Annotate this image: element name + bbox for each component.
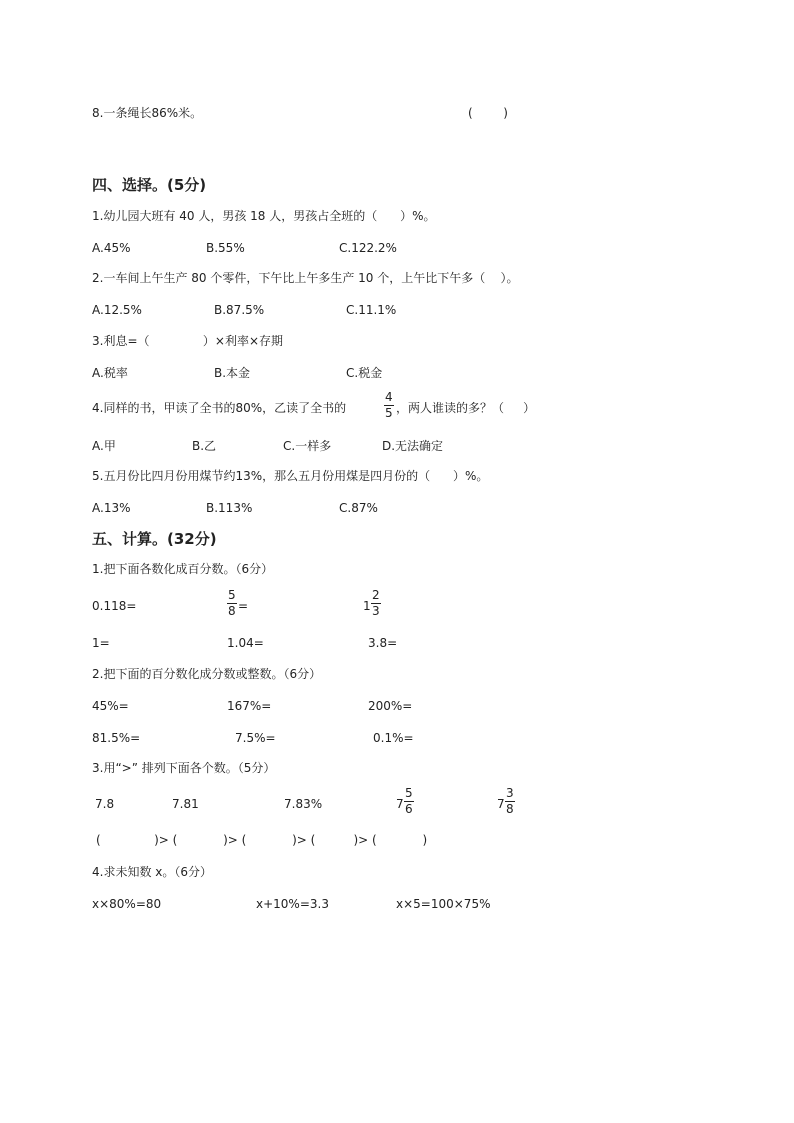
choice-q3-stem: 3.利息=（ ）×利率×存期 — [92, 334, 284, 348]
section-5-title: 五、计算。(32分) — [92, 530, 217, 548]
section-4-title: 四、选择。(5分) — [92, 176, 207, 194]
calc-part3-number-4-fraction — [404, 787, 414, 816]
calc-part1-item-1[interactable]: 0.118= — [92, 599, 137, 613]
calc-part3-number-5-fraction — [505, 787, 515, 816]
fraction-numerator: 5 — [405, 786, 413, 800]
calc-part1-item-3-fraction[interactable] — [371, 589, 381, 618]
fraction-denominator: 3 — [372, 604, 380, 618]
fraction-numerator: 4 — [385, 390, 393, 404]
calc-part1-stem: 1.把下面各数化成百分数。（6分） — [92, 562, 274, 576]
calc-part1-item-3-whole: 1 — [363, 599, 371, 613]
choice-q2-option-a[interactable]: A.12.5% — [92, 303, 142, 317]
choice-q4-stem-start: 4.同样的书，甲读了全书的80%，乙读了全书的 — [92, 401, 347, 415]
calc-part1-item-6[interactable]: 3.8= — [368, 636, 398, 650]
choice-q1-option-a[interactable]: A.45% — [92, 241, 131, 255]
calc-part1-item-5[interactable]: 1.04= — [227, 636, 264, 650]
choice-q5-option-c[interactable]: C.87% — [339, 501, 378, 515]
choice-q5-option-a[interactable]: A.13% — [92, 501, 131, 515]
calc-part3-stem: 3.用“>” 排列下面各个数。（5分） — [92, 761, 276, 775]
choice-q1-stem: 1.幼儿园大班有 40 人，男孩 18 人，男孩占全班的（ ）%。 — [92, 209, 436, 223]
calc-part3-number-2: 7.81 — [172, 797, 199, 811]
calc-part4-equation-1[interactable]: x×80%=80 — [92, 897, 162, 911]
choice-q1-option-c[interactable]: C.122.2% — [339, 241, 397, 255]
calc-part2-item-1[interactable]: 45%= — [92, 699, 129, 713]
calc-part2-item-5[interactable]: 7.5%= — [235, 731, 276, 745]
calc-part1-item-2-fraction[interactable] — [227, 589, 237, 618]
choice-q3-option-b[interactable]: B.本金 — [214, 366, 251, 380]
calc-part1-item-2-equals: = — [238, 599, 249, 613]
calc-part2-item-4[interactable]: 81.5%= — [92, 731, 141, 745]
fraction-numerator: 5 — [228, 588, 236, 602]
choice-q4-fraction — [384, 391, 394, 420]
calc-part2-item-2[interactable]: 167%= — [227, 699, 272, 713]
fraction-denominator: 8 — [506, 802, 514, 816]
question-8-text: 8.一条绳长86%米。 — [92, 106, 203, 120]
calc-part3-number-3: 7.83% — [284, 797, 323, 811]
calc-part1-item-4[interactable]: 1= — [92, 636, 110, 650]
choice-q2-option-b[interactable]: B.87.5% — [214, 303, 265, 317]
calc-part4-equation-2[interactable]: x+10%=3.3 — [256, 897, 329, 911]
choice-q5-option-b[interactable]: B.113% — [206, 501, 253, 515]
choice-q4-option-d[interactable]: D.无法确定 — [382, 439, 444, 453]
fraction-denominator: 5 — [385, 406, 393, 420]
choice-q4-option-a[interactable]: A.甲 — [92, 439, 116, 453]
fraction-numerator: 3 — [506, 786, 514, 800]
question-8-answer-blank[interactable]: ( ) — [468, 106, 508, 120]
choice-q4-stem-end: ，两人谁读的多？（ ） — [396, 401, 536, 415]
calc-part3-number-1: 7.8 — [95, 797, 115, 811]
choice-q3-option-a[interactable]: A.税率 — [92, 366, 128, 380]
choice-q4-option-b[interactable]: B.乙 — [192, 439, 217, 453]
choice-q4-option-c[interactable]: C.一样多 — [283, 439, 332, 453]
choice-q2-stem: 2.一车间上午生产 80 个零件，下午比上午多生产 10 个，上午比下午多（ ）。 — [92, 271, 519, 285]
choice-q3-option-c[interactable]: C.税金 — [346, 366, 383, 380]
calc-part4-equation-3[interactable]: x×5=100×75% — [396, 897, 491, 911]
fraction-numerator: 2 — [372, 588, 380, 602]
calc-part2-item-3[interactable]: 200%= — [368, 699, 413, 713]
calc-part2-item-6[interactable]: 0.1%= — [373, 731, 414, 745]
calc-part3-number-4-whole: 7 — [396, 797, 404, 811]
calc-part3-number-5-whole: 7 — [497, 797, 505, 811]
calc-part2-stem: 2.把下面的百分数化成分数或整数。（6分） — [92, 667, 322, 681]
choice-q5-stem: 5.五月份比四月份用煤节约13%，那么五月份用煤是四月份的（ ）%。 — [92, 469, 489, 483]
choice-q2-option-c[interactable]: C.11.1% — [346, 303, 397, 317]
choice-q1-option-b[interactable]: B.55% — [206, 241, 245, 255]
fraction-denominator: 6 — [405, 802, 413, 816]
calc-part3-ordering-blanks[interactable]: ( )> ( )> ( )> ( )> ( ) — [96, 833, 428, 847]
fraction-denominator: 8 — [228, 604, 236, 618]
calc-part4-stem: 4.求未知数 x。（6分） — [92, 865, 213, 879]
